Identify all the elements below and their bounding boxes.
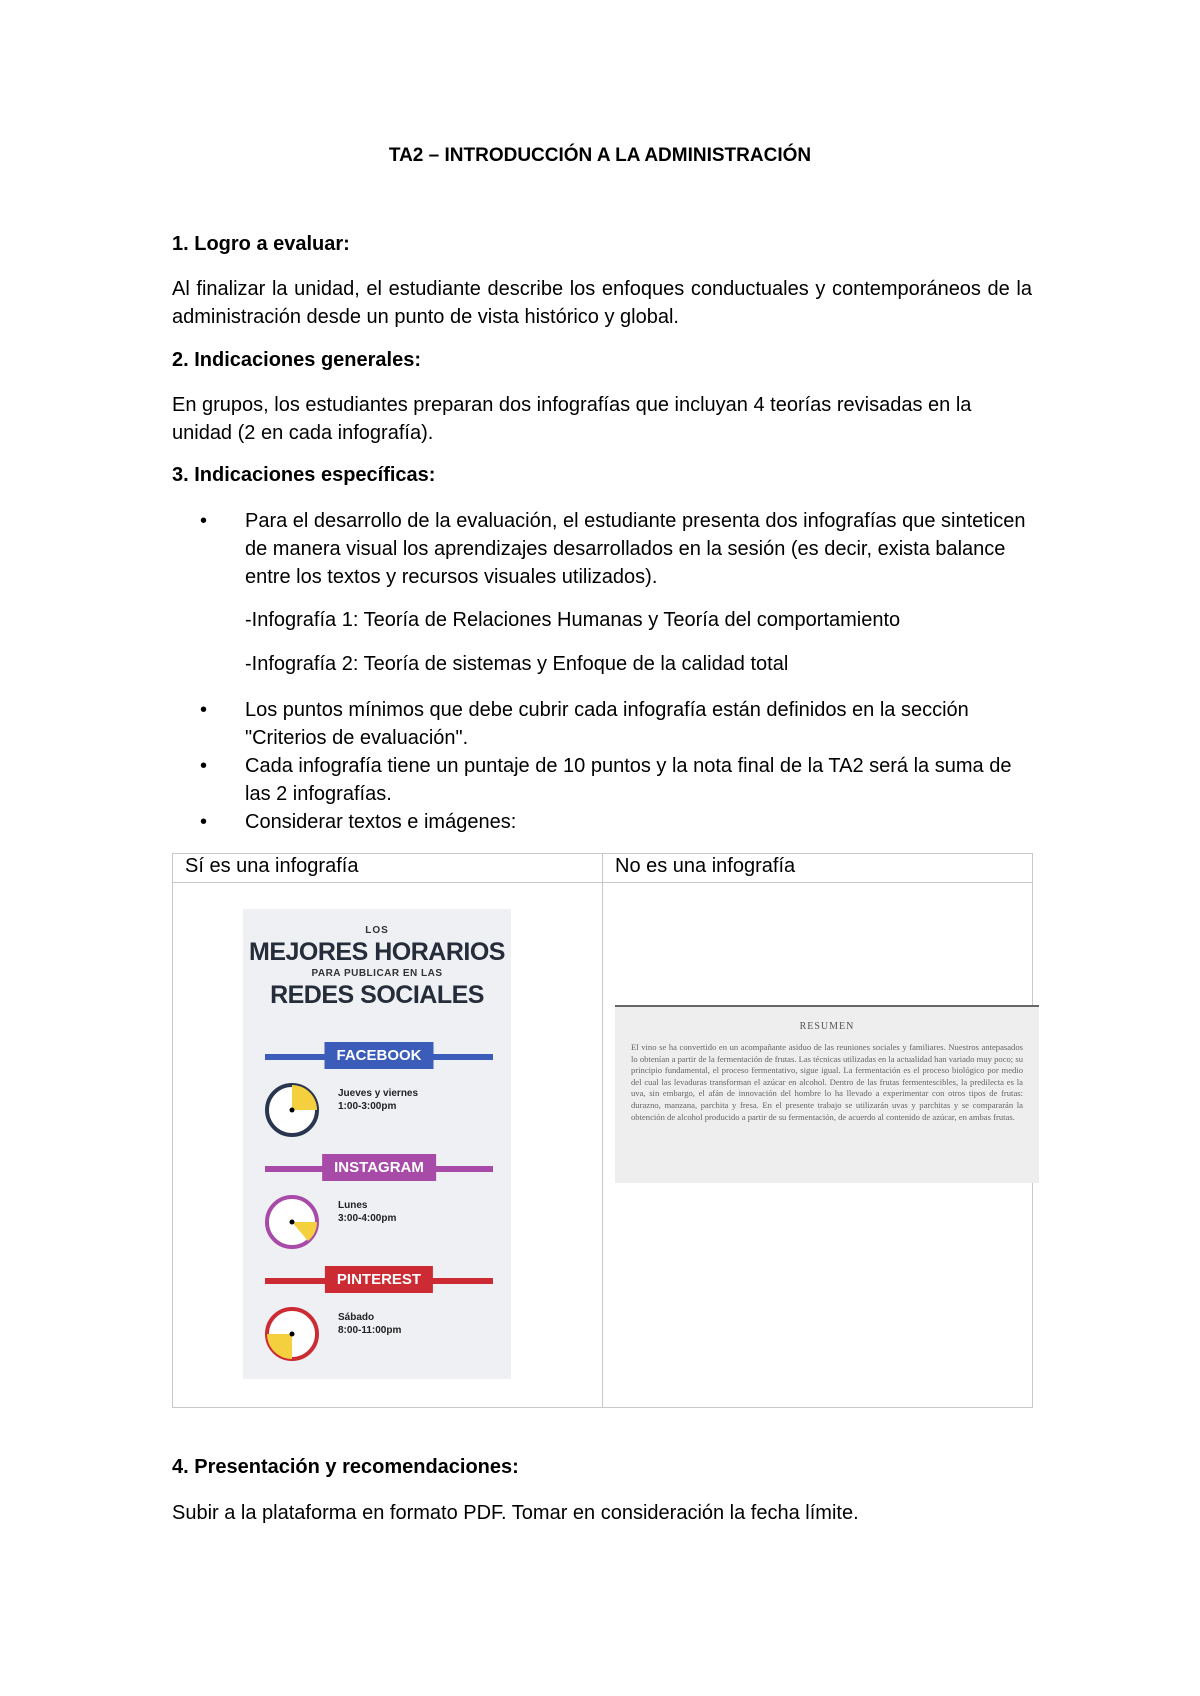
document-title: TA2 – INTRODUCCIÓN A LA ADMINISTRACIÓN — [388, 145, 812, 166]
instagram-label: INSTAGRAM — [322, 1154, 436, 1181]
table-header-yes: Sí es una infografía — [173, 854, 603, 883]
pinterest-time: 8:00-11:00pm — [338, 1325, 402, 1336]
bullet-marker: • — [200, 811, 208, 833]
section-1-body: Al finalizar la unidad, el estudiante describe los enfoques conductuales y contemporáneos de la administración desde un punto de vista histórico y global. — [172, 278, 1032, 328]
comparison-table — [172, 853, 1033, 1408]
facebook-label: FACEBOOK — [324, 1042, 433, 1069]
infographic-example-cell — [173, 883, 603, 1408]
table-header-no: No es una infografía — [603, 854, 1033, 883]
infografia-1-line: -Infografía 1: Teoría de Relaciones Humanas y Teoría del comportamiento — [245, 609, 901, 631]
pinterest-band — [265, 1271, 493, 1288]
bullet-1-text: Para el desarrollo de la evaluación, el estudiante presenta dos infografías que sinteticen de manera visual los aprendizajes desarrollados en la sesión (es decir, exista balance entre los textos y recursos visuales utilizados). — [245, 510, 1026, 588]
infographic-subline: PARA PUBLICAR EN LAS — [311, 968, 443, 979]
section-4-body: Subir a la plataforma en formato PDF. Tomar en consideración la fecha límite. — [172, 1502, 859, 1524]
infographic-los: LOS — [365, 925, 389, 936]
bullet-marker: • — [200, 755, 208, 777]
instagram-time: 3:00-4:00pm — [338, 1213, 397, 1224]
bullet-marker: • — [200, 510, 208, 532]
table-header-row — [173, 854, 1033, 883]
section-3-heading: 3. Indicaciones específicas: — [172, 464, 436, 486]
section-2-heading: 2. Indicaciones generales: — [172, 349, 421, 371]
infografia-2-line: -Infografía 2: Teoría de sistemas y Enfoque de la calidad total — [245, 653, 789, 675]
pinterest-label: PINTEREST — [325, 1266, 433, 1293]
table-row — [173, 883, 1033, 1408]
resumen-title: RESUMEN — [799, 1021, 855, 1032]
facebook-time: 1:00-3:00pm — [338, 1101, 397, 1112]
infographic-headline: MEJORES HORARIOS — [249, 938, 505, 966]
bullet-4-text: Considerar textos e imágenes: — [245, 811, 517, 833]
clock-icon — [263, 1193, 321, 1251]
facebook-day: Jueves y viernes — [338, 1088, 419, 1099]
section-4-heading: 4. Presentación y recomendaciones: — [172, 1456, 519, 1478]
infographic-image — [243, 909, 511, 1379]
pinterest-day: Sábado — [338, 1312, 375, 1323]
section-1-heading: 1. Logro a evaluar: — [172, 233, 350, 255]
bullet-marker: • — [200, 699, 208, 721]
section-2-body: En grupos, los estudiantes preparan dos infografías que incluyan 4 teorías revisadas en la unidad (2 en cada infografía). — [172, 394, 972, 444]
clock-icon — [263, 1305, 321, 1363]
clock-icon — [263, 1081, 321, 1139]
instagram-day: Lunes — [338, 1200, 368, 1211]
facebook-band — [265, 1047, 493, 1064]
infographic-headline-2: REDES SOCIALES — [270, 981, 484, 1009]
resumen-body: El vino se ha convertido en un acompañante asiduo de las reuniones sociales y familiares. Nuestros antepasados lo obtenían a partir de la fermentación de frutas. Las técnicas utilizadas en la actualidad han variado muy poco; su principio fundamental, el proceso fermentativo, sigue igual. La fermentación es el proceso biológico por medio del cual las levaduras transforman el azúcar en alcohol. Dentro de las frutas fermentescibles, la predilecta es la uva, sin embargo, el afán de innovación del hombre lo ha llevado a experimentar con otros tipos de frutas: durazno, manzana, parchita y fresa. En el presente trabajo se utilizarán uvas y parchitas y se compararán la obtención de alcohol producido a partir de su fermentación, de acuerdo al contenido de azúcar, en ambas frutas. — [631, 1042, 1023, 1122]
instagram-band — [265, 1159, 493, 1176]
non-infographic-example-cell — [603, 883, 1033, 1408]
bullet-2-text: Los puntos mínimos que debe cubrir cada infografía están definidos en la sección "Criterios de evaluación". — [245, 699, 969, 749]
resumen-image — [615, 1005, 1039, 1183]
bullet-3-text: Cada infografía tiene un puntaje de 10 puntos y la nota final de la TA2 será la suma de las 2 infografías. — [245, 755, 1012, 805]
